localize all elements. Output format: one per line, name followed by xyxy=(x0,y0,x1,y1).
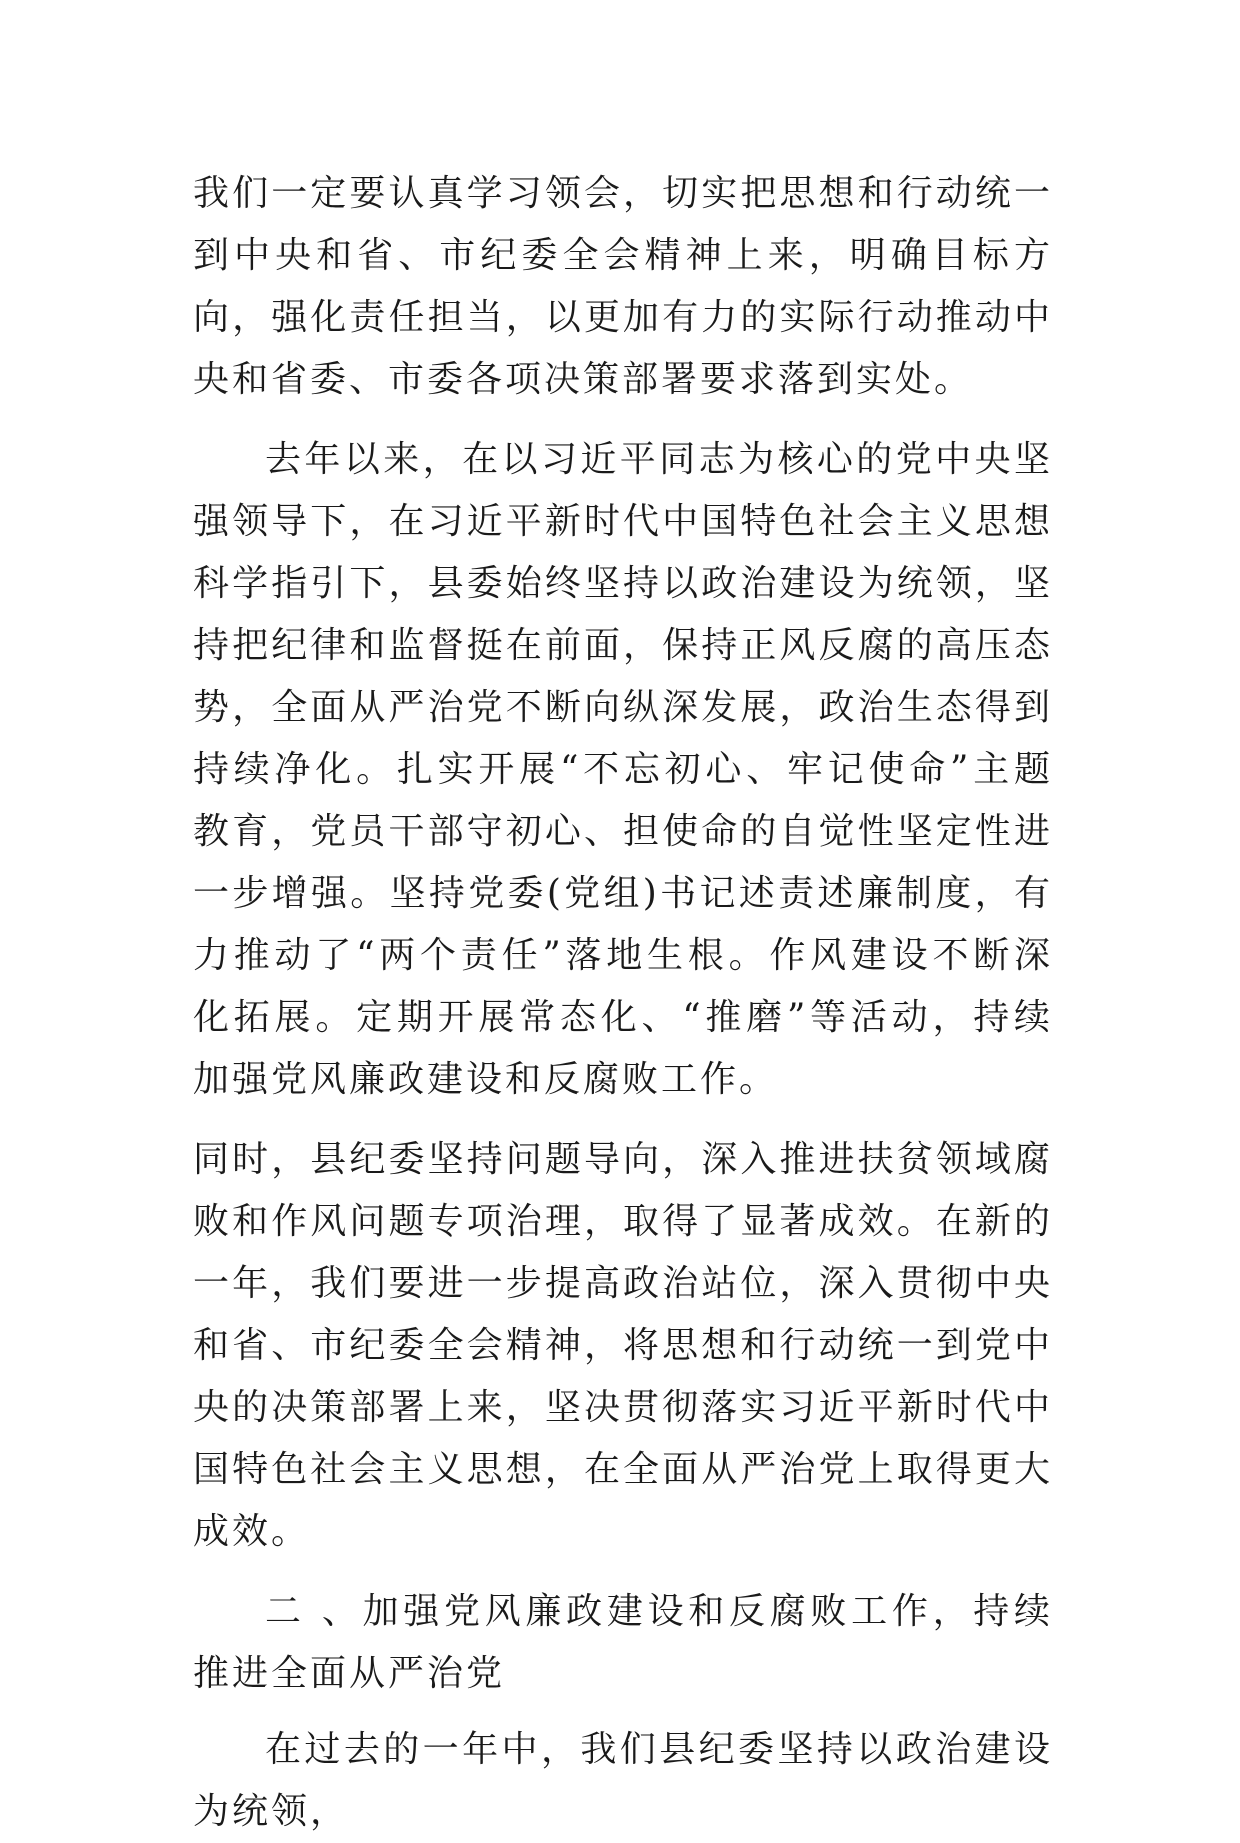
section-heading: 二 、加强党风廉政建设和反腐败工作，持续推进全面从严治党 xyxy=(193,1591,1053,1694)
paragraph-section-start: 在过去的一年中，我们县纪委坚持以政治建设为统领， xyxy=(193,1729,1053,1832)
paragraph-achievements: 去年以来，在以习近平同志为核心的党中央坚强领导下，在习近平新时代中国特色社会主义思想科学指引下，县委始终坚持以政治建设为统领，坚持把纪律和监督挺在前面，保持正风反腐的高压态势，全面从严治党不断向纵深发展，政治生态得到持续净化。扎实开展“不忘初心、牢记使命”主题教育，党员干部守初心、担使命的自觉性坚定性进一步增强。坚持党委(党组)书记述责述廉制度，有力推动了“两个责任”落地生根。作风建设不断深化拓展。定期开展常态化、“推磨”等活动，持续加强党风廉政建设和反腐败工作。 xyxy=(193,439,1053,1100)
paragraph-continuation: 我们一定要认真学习领会，切实把思想和行动统一到中央和省、市纪委全会精神上来，明确目标方向，强化责任担当，以更加有力的实际行动推动中央和省委、市委各项决策部署要求落到实处。 xyxy=(193,173,1053,400)
document-body xyxy=(193,163,1053,1843)
paragraph-tasks: 同时，县纪委坚持问题导向，深入推进扶贫领域腐败和作风问题专项治理，取得了显著成效。在新的一年，我们要进一步提高政治站位，深入贯彻中央和省、市纪委全会精神，将思想和行动统一到党中央的决策部署上来，坚决贯彻落实习近平新时代中国特色社会主义思想，在全面从严治党上取得更大成效。 xyxy=(193,1139,1053,1552)
